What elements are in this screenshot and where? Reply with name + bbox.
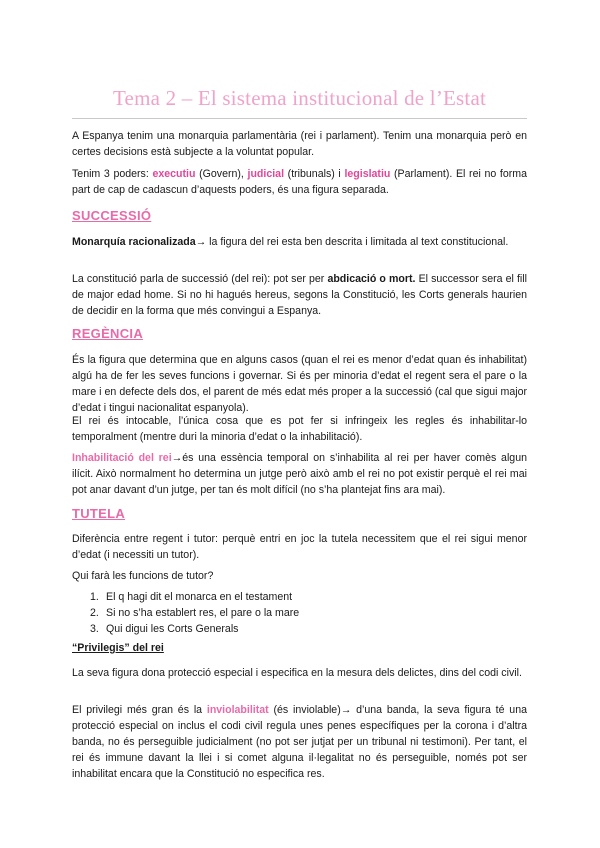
heading-privilegis: “Privilegis” del rei bbox=[72, 642, 164, 654]
privilegis-paragraph-2 bbox=[72, 702, 527, 782]
tutela-paragraph-2: Qui farà les funcions de tutor? bbox=[72, 570, 214, 582]
text-span: El privilegi més gran és la bbox=[72, 704, 207, 716]
heading-successio: SUCCESSIÓ bbox=[72, 208, 152, 223]
text-span: El successor sera el fill de major edad home. Si no hi hagués hereus, segons la Constitució, les Corts generals haurien de decidir en la forma que més convingui a Espanya. bbox=[72, 273, 527, 317]
text-span: La constitució parla de successió (del rei): pot ser per bbox=[72, 273, 328, 285]
list-text: El q hagi dit el monarca en el testament bbox=[106, 591, 293, 603]
list-item bbox=[90, 621, 299, 637]
text-span: (Parlament). El rei no forma part de cap de cadascun d’aquests poders, és una figura separada. bbox=[72, 168, 527, 196]
list-number: 3. bbox=[90, 623, 99, 635]
intro-paragraph-2 bbox=[72, 166, 527, 198]
heading-regencia: REGÈNCIA bbox=[72, 326, 144, 341]
term-inviolabilitat: inviolabilitat bbox=[206, 704, 269, 716]
intro-paragraph-1: A Espanya tenim una monarquia parlamentària (rei i parlament). Tenim una monarquia però en certes decisions està subjecte a la voluntat popular. bbox=[72, 130, 527, 158]
tutor-list bbox=[90, 589, 299, 637]
text-span: → la figura del rei esta ben descrita i limitada al text constitucional. bbox=[195, 236, 509, 248]
text-span: →és una essència temporal on s’inhabilita al rei per haver comès algun ilícit. Això normalment ho determina un jutge però això amb el rei no pot existir perquè el rei mai pot anar davant d’un jutge, per tan és molt difícil (no s’ha plantejat fins ara mai). bbox=[72, 452, 527, 496]
list-number: 2. bbox=[90, 607, 99, 619]
term-judicial: judicial bbox=[247, 168, 285, 180]
term-abdicacio: abdicació o mort. bbox=[327, 273, 416, 285]
tutela-paragraph-1: Diferència entre regent i tutor: perquè entri en joc la tutela necessitem que el rei sigui menor d’edat (i necessiti un tutor). bbox=[72, 533, 527, 561]
regencia-paragraph-2: El rei és intocable, l’única cosa que es pot fer si infringeix les regles és inhabilitar-lo temporalment (mentre duri la minoria d’edat o la inhabilitació). bbox=[72, 415, 527, 443]
title-divider bbox=[72, 118, 527, 119]
list-item bbox=[90, 605, 299, 621]
list-text: Si no s’ha establert res, el pare o la mare bbox=[106, 607, 300, 619]
text-span: (és inviolable)→ d’una banda, la seva figura té una protecció especial on inclus el codi civil regula unes penes específiques per la corona i d’altra banda, no és perseguible judicialment (no pot ser jutjat per un tribunal ni testimoni). Per tant, el rei és immune davant la llei i si comet alguna il·legalitat no és perseguible, només pot ser inhabilitat encara que la Constitució no especifica res. bbox=[72, 704, 527, 780]
term-legislatiu: legislatiu bbox=[344, 168, 391, 180]
text-span: Tenim 3 poders: bbox=[72, 168, 153, 180]
regencia-paragraph-1: És la figura que determina que en alguns casos (quan el rei es menor d’edat quan és inhabilitat) algú ha de fer les seves funcions i governar. Si és per minoria d’edat el regent sera el pare o la mare i en defecte dels dos, el parent de més edat més proper a la successió (cal que sigui major d’edat i tingui nacionalitat espanyola). bbox=[72, 354, 527, 414]
document-title: Tema 2 – El sistema institucional de l’Estat bbox=[113, 86, 486, 110]
heading-tutela: TUTELA bbox=[72, 506, 126, 521]
text-span: (Govern), bbox=[195, 168, 248, 180]
text-span: (tribunals) i bbox=[284, 168, 345, 180]
term-monarquia-racionalizada: Monarquía racionalizada bbox=[72, 236, 196, 248]
term-executiu: executiu bbox=[152, 168, 196, 180]
privilegis-paragraph-1: La seva figura dona protecció especial i especifica en la mesura dels delictes, dins del codi civil. bbox=[72, 667, 522, 679]
list-item bbox=[90, 589, 299, 605]
list-number: 1. bbox=[90, 591, 99, 603]
regencia-paragraph-3 bbox=[72, 450, 527, 498]
term-inhabilitacio: Inhabilitació del rei bbox=[72, 452, 172, 464]
successio-paragraph-1 bbox=[72, 234, 527, 250]
successio-paragraph-2 bbox=[72, 271, 527, 319]
list-text: Qui digui les Corts Generals bbox=[106, 623, 239, 635]
